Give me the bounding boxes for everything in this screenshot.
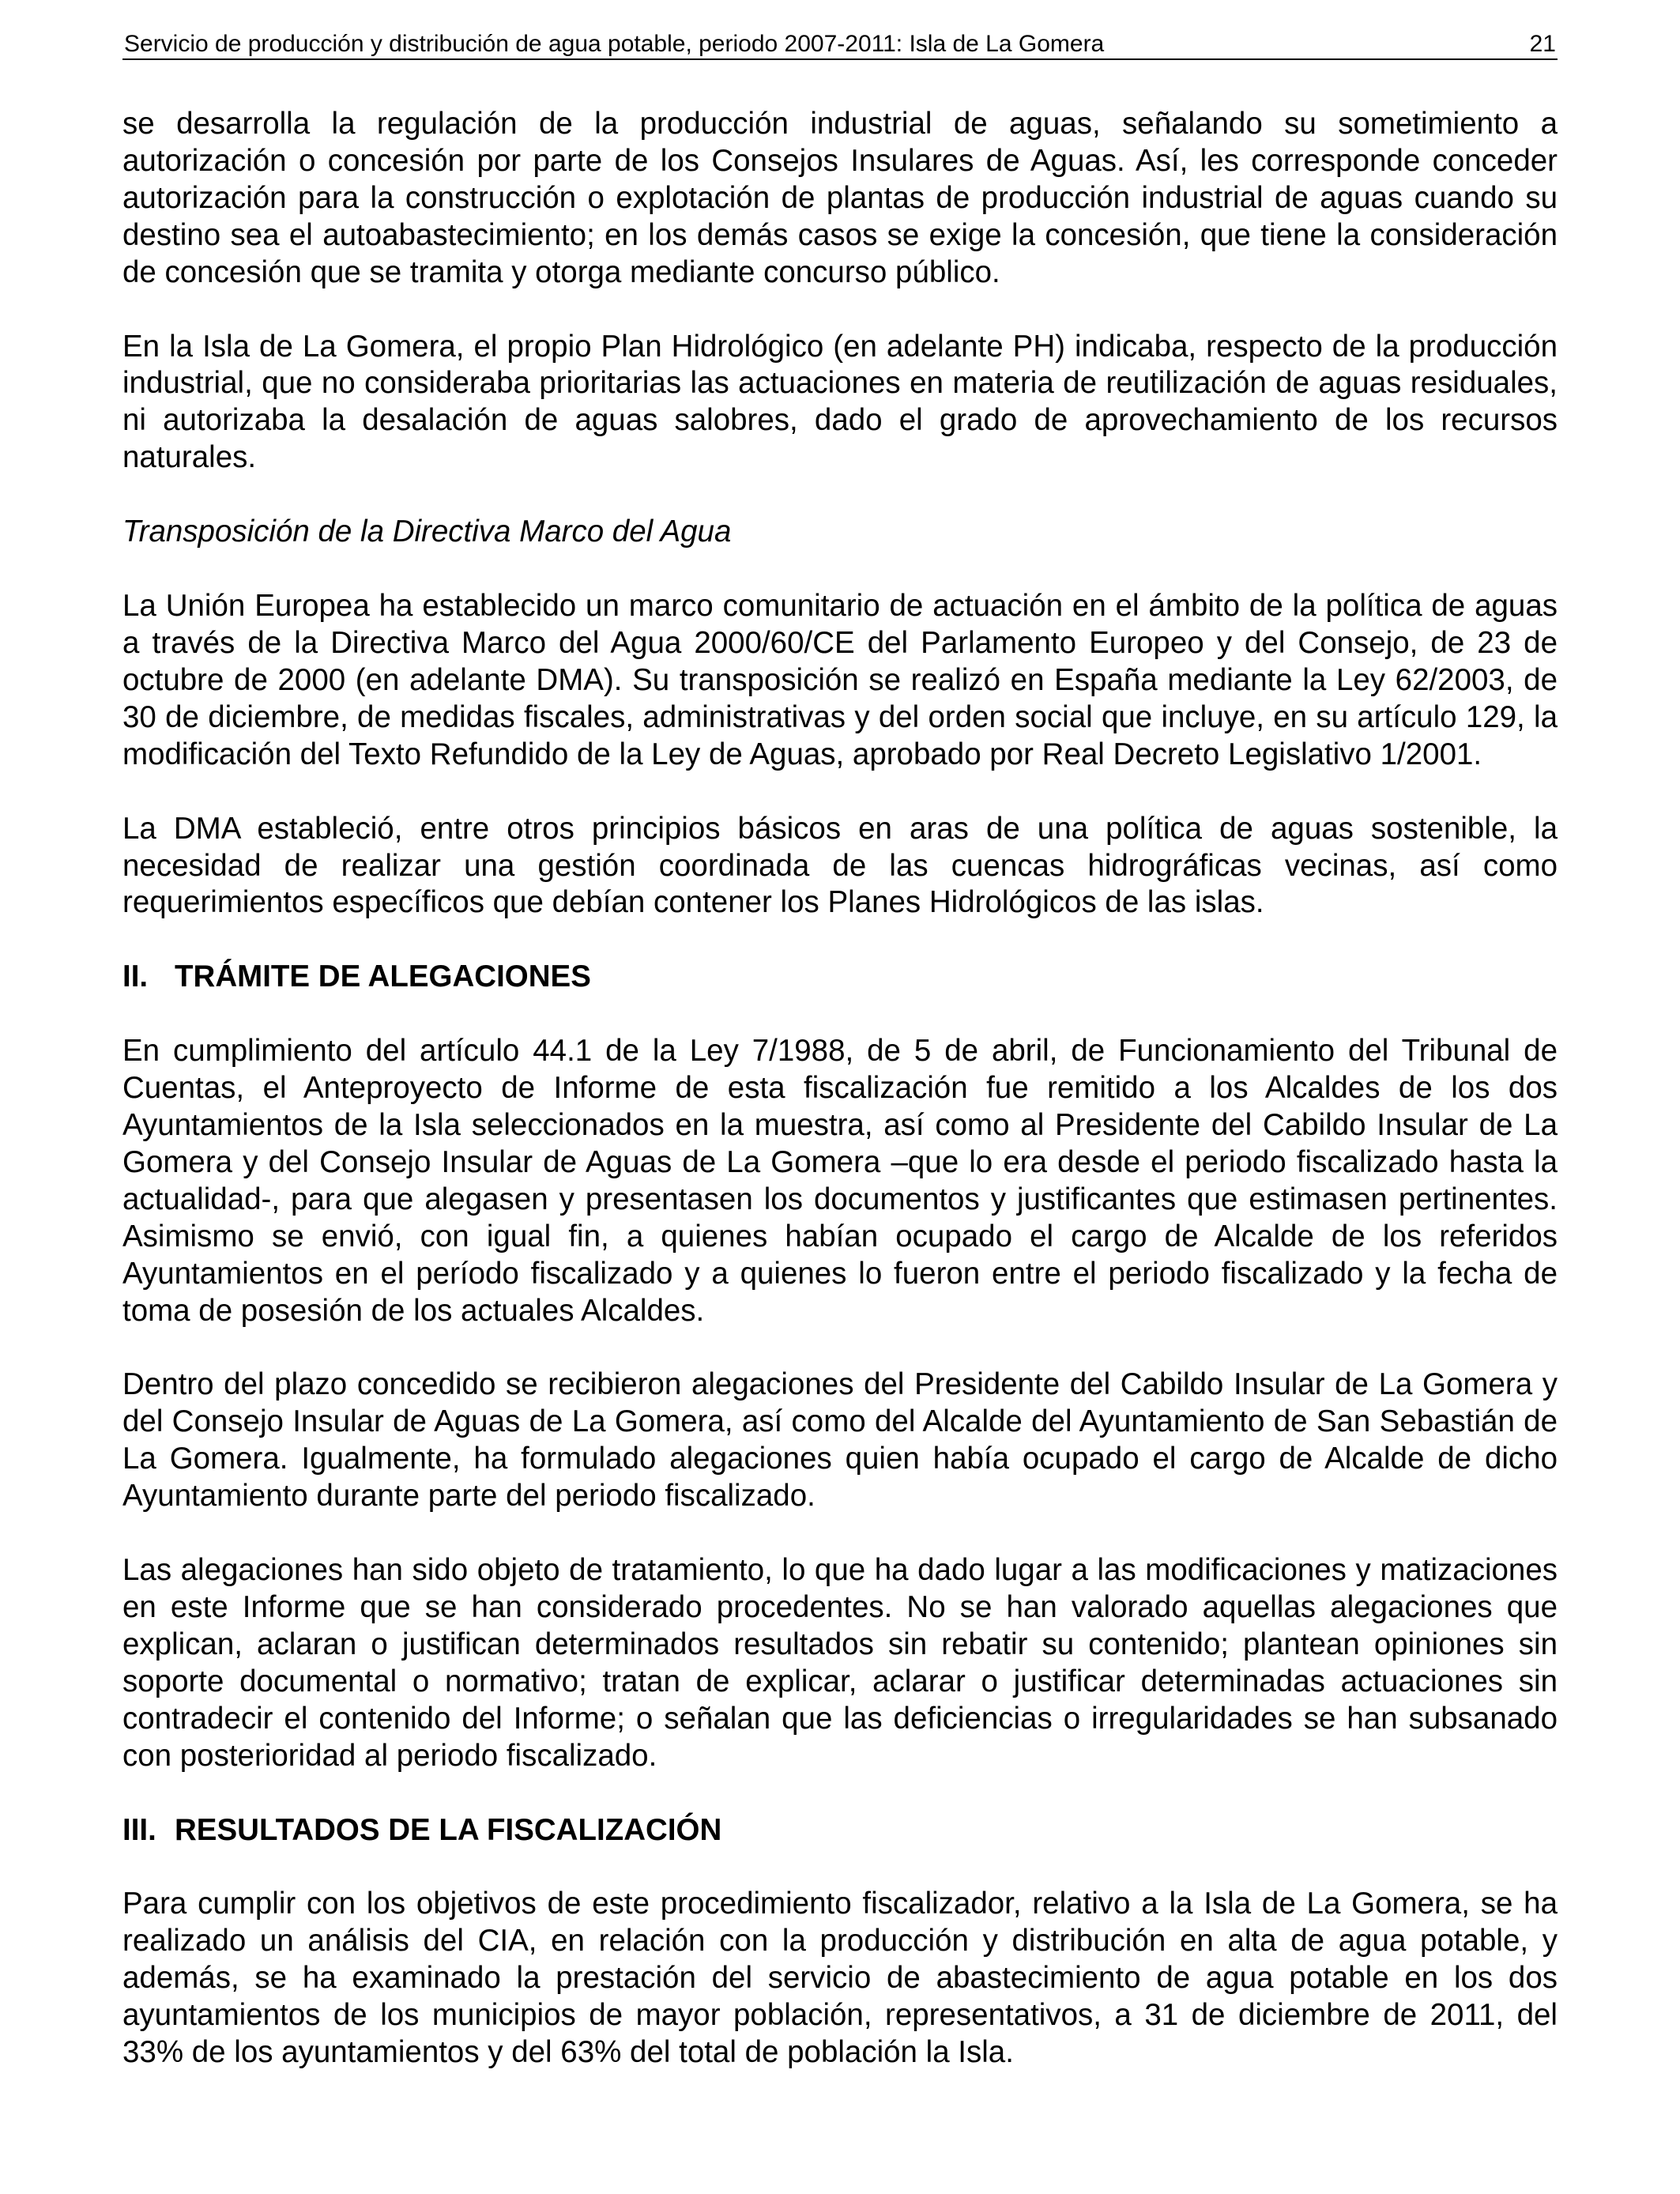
paragraph: Las alegaciones han sido objeto de tratamiento, lo que ha dado lugar a las modificaciones y matizaciones en este Informe que se han considerado procedentes. No se han valorado aquellas alegaciones que explican, aclaran o justifican determinados resultados sin rebatir su contenido; plantean opiniones sin soporte documental o normativo; tratan de explicar, aclarar o justificar determinadas actuaciones sin contradecir el contenido del Informe; o señalan que las deficiencias o irregularidades se han subsanado con posterioridad al periodo fiscalizado. [122,1553,1558,1773]
paragraph: En cumplimiento del artículo 44.1 de la Ley 7/1988, de 5 de abril, de Funcionamiento del Tribunal de Cuentas, el Anteproyecto de Informe de esta fiscalización fue remitido a los Alcaldes de los dos Ayuntamientos de la Isla seleccionados en la muestra, así como al Presidente del Cabildo Insular de La Gomera y del Consejo Insular de Aguas de La Gomera –que lo era desde el periodo fiscalizado hasta la actualidad-, para que alegasen y presentasen los documentos y justificantes que estimasen pertinentes. Asimismo se envió, con igual fin, a quienes habían ocupado el cargo de Alcalde de los referidos Ayuntamientos en el período fiscalizado y a quienes lo fueron entre el periodo fiscalizado y la fecha de toma de posesión de los actuales Alcaldes. [122,1034,1558,1328]
section-number: II. [122,959,149,994]
section-heading-resultados [122,1812,1558,1849]
paragraph: Dentro del plazo concedido se recibieron alegaciones del Presidente del Cabildo Insular de La Gomera y del Consejo Insular de Aguas de La Gomera, así como del Alcalde del Ayuntamiento de San Sebastián de La Gomera. Igualmente, ha formulado alegaciones quien había ocupado el cargo de Alcalde de dicho Ayuntamiento durante parte del periodo fiscalizado. [122,1367,1558,1514]
paragraph: En la Isla de La Gomera, el propio Plan Hidrológico (en adelante PH) indicaba, respecto de la producción industrial, que no consideraba prioritarias las actuaciones en materia de reutilización de aguas residuales, ni autorizaba la desalación de aguas salobres, dado el grado de aprovechamiento de los recursos naturales. [122,329,1558,475]
page-number: 21 [1529,31,1556,57]
paragraph: La DMA estableció, entre otros principios básicos en aras de una política de aguas sostenible, la necesidad de realizar una gestión coordinada de las cuencas hidrográficas vecinas, así como requerimientos específicos que debían contener los Planes Hidrológicos de las islas. [122,811,1558,920]
paragraph: Para cumplir con los objetivos de este procedimiento fiscalizador, relativo a la Isla de La Gomera, se ha realizado un análisis del CIA, en relación con la producción y distribución en alta de agua potable, y además, se ha examinado la prestación del servicio de abastecimiento de agua potable en los dos ayuntamientos de los municipios de mayor población, representativos, a 31 de diciembre de 2011, del 33% de los ayuntamientos y del 63% del total de población la Isla. [122,1887,1558,2070]
paragraph: se desarrolla la regulación de la producción industrial de aguas, señalando su sometimiento a autorización o concesión por parte de los Consejos Insulares de Aguas. Así, les corresponde conceder autorización para la construcción o explotación de plantas de producción industrial de aguas cuando su destino sea el autoabastecimiento; en los demás casos se exige la concesión, que tiene la consideración de concesión que se tramita y otorga mediante concurso público. [122,107,1558,289]
header-title: Servicio de producción y distribución de agua potable, periodo 2007-2011: Isla de La Gomera [124,31,1105,57]
section-title: RESULTADOS DE LA FISCALIZACIÓN [175,1812,722,1847]
paragraph: La Unión Europea ha establecido un marco comunitario de actuación en el ámbito de la política de aguas a través de la Directiva Marco del Agua 2000/60/CE del Parlamento Europeo y del Consejo, de 23 de octubre de 2000 (en adelante DMA). Su transposición se realizó en España mediante la Ley 62/2003, de 30 de diciembre, de medidas fiscales, administrativas y del orden social que incluye, en su artículo 129, la modificación del Texto Refundido de la Ley de Aguas, aprobado por Real Decreto Legislativo 1/2001. [122,589,1558,771]
section-number: III. [122,1812,156,1847]
document-body [122,106,1558,2071]
page-header [122,24,1558,60]
subsection-heading: Transposición de la Directiva Marco del Agua [122,515,732,549]
section-title: TRÁMITE DE ALEGACIONES [175,959,591,994]
section-heading-alegaciones [122,959,1558,996]
